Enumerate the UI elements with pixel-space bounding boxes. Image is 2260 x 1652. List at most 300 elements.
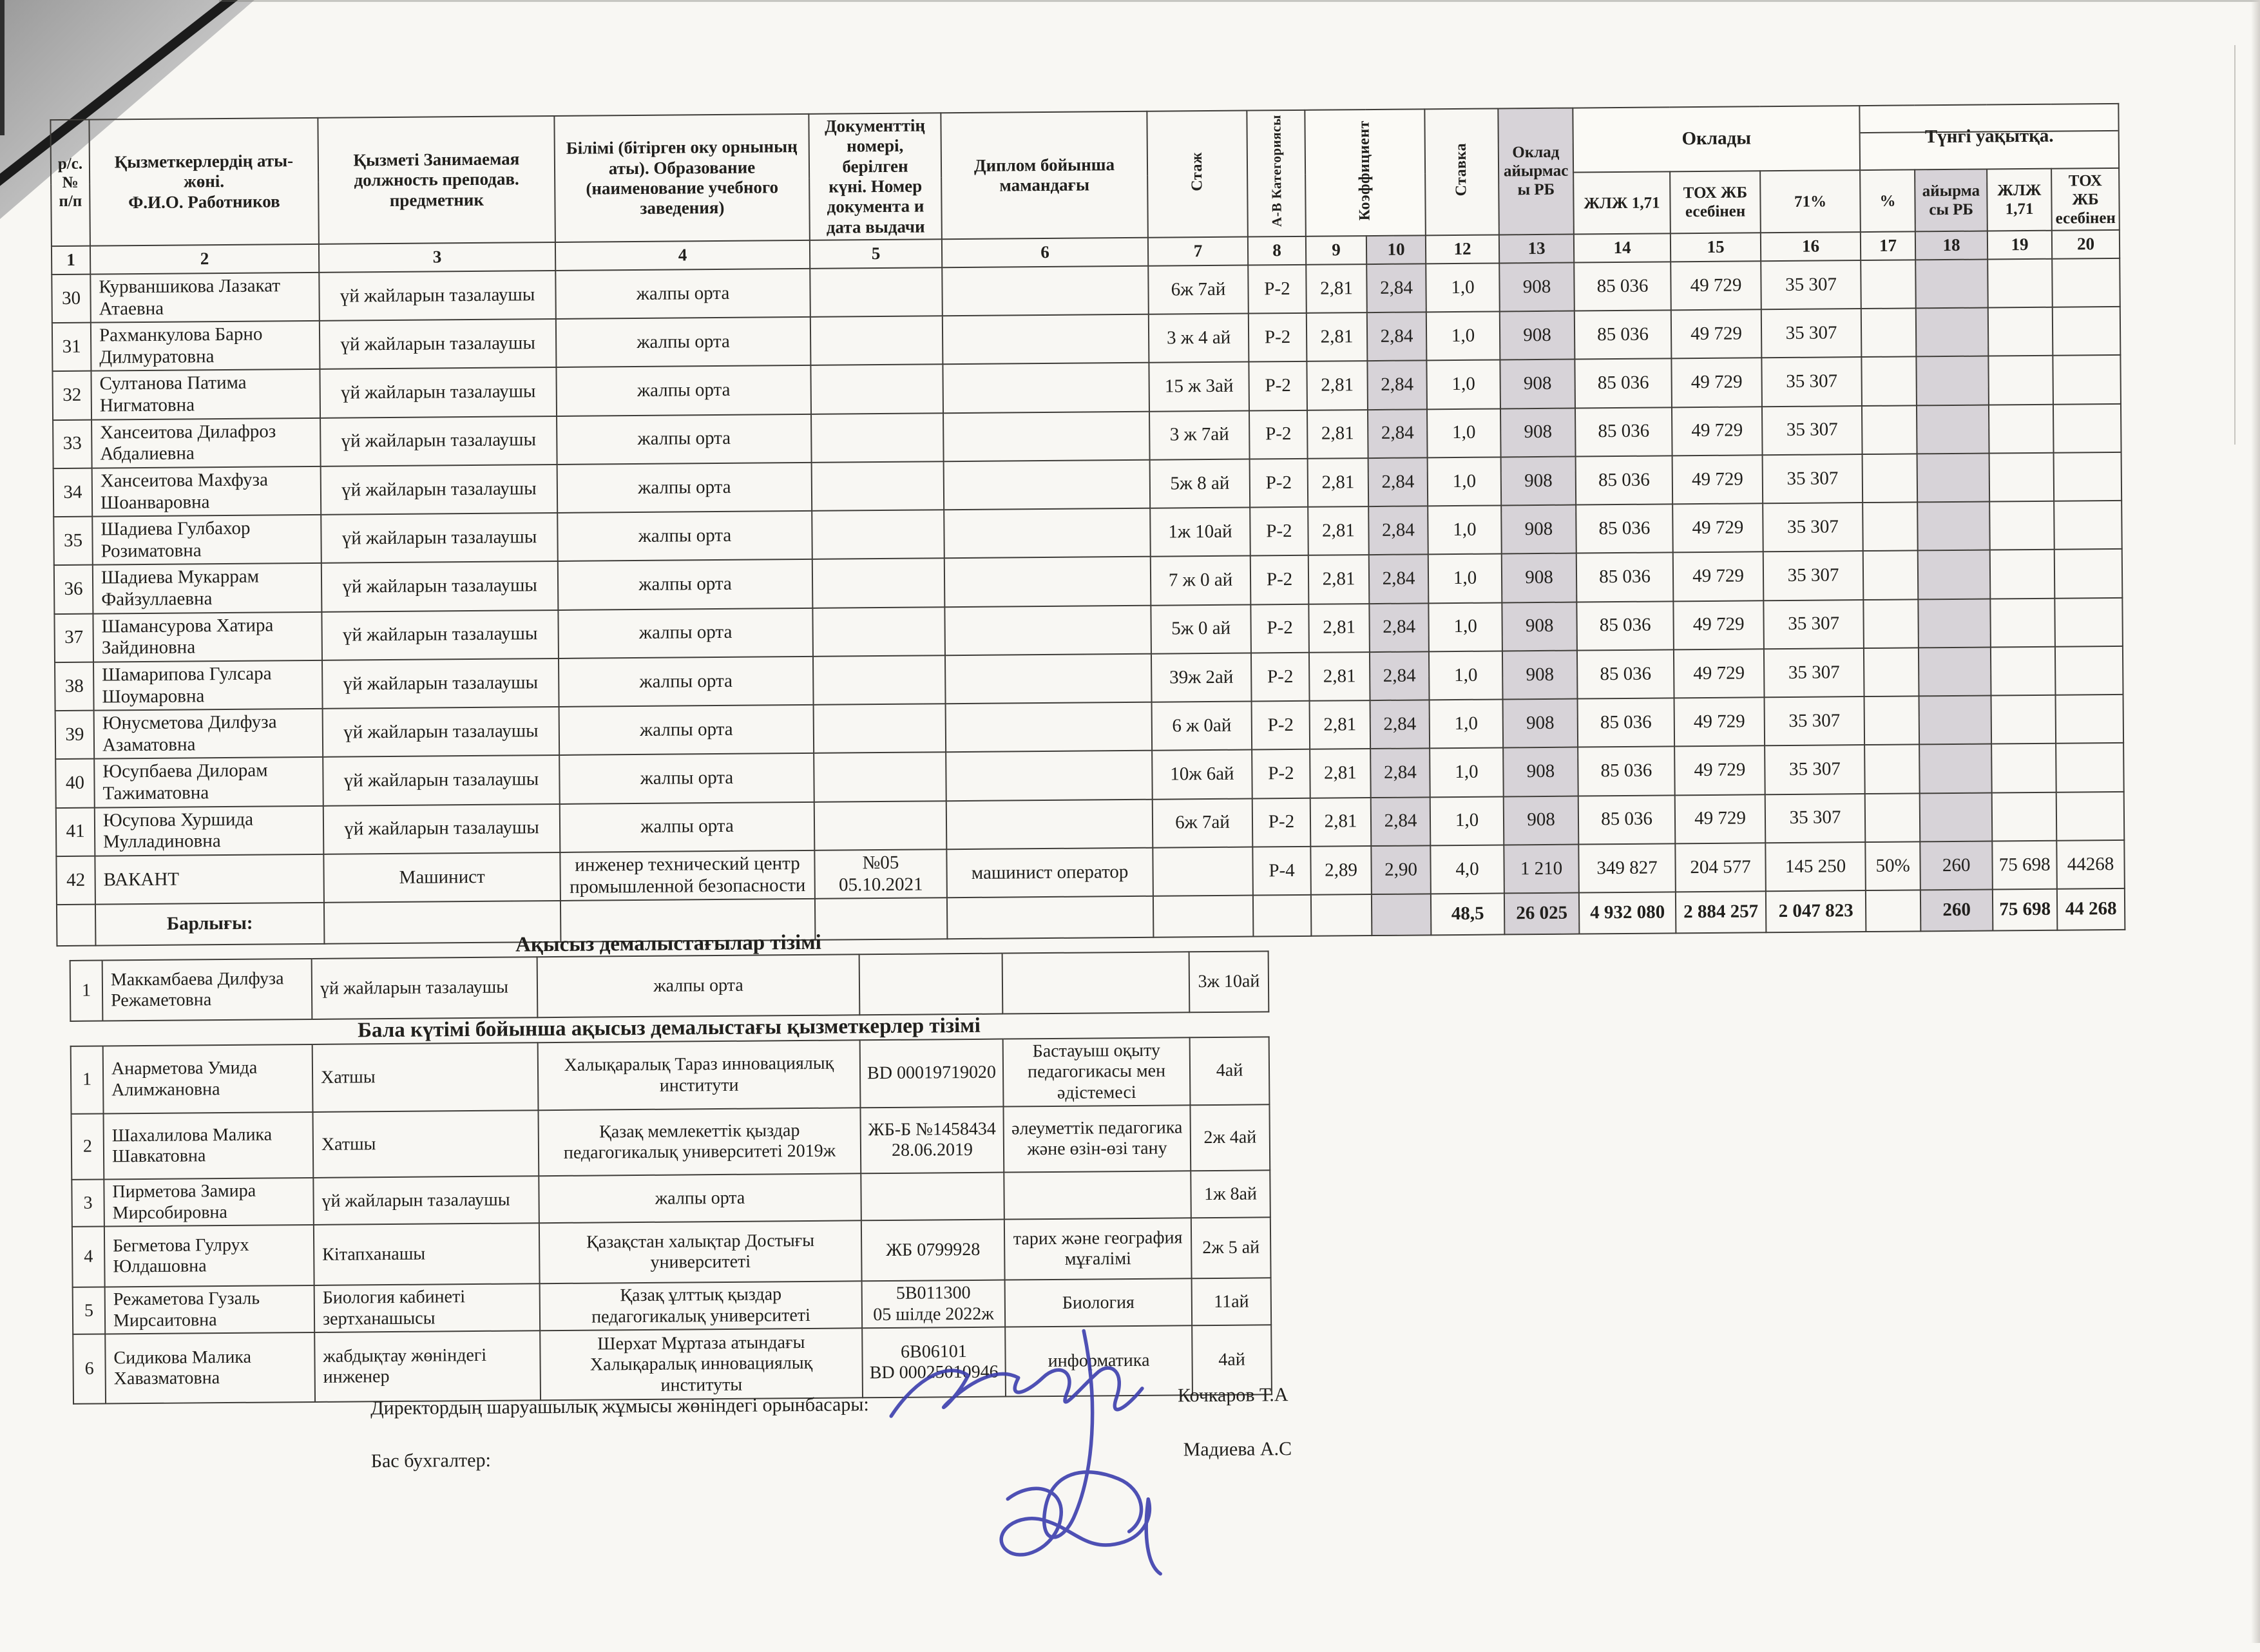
table-cell: ЖБ-Б №1458434 28.06.2019: [860, 1107, 1004, 1174]
sub-header-71: 71%: [1760, 171, 1861, 233]
table-cell: 85 036: [1576, 456, 1673, 504]
table-cell: жалпы орта: [560, 802, 815, 852]
table-cell: 35 307: [1763, 551, 1864, 600]
sub-header-jlj-night: ЖЛЖ 1,71: [1987, 169, 2052, 231]
table-cell: Р-2: [1252, 798, 1311, 847]
payroll-table-wrap: [50, 103, 2125, 946]
table-cell: [1863, 599, 1919, 648]
table-cell: Р-2: [1250, 459, 1308, 508]
table-cell: 6В06101 BD 00025010946: [862, 1327, 1006, 1398]
table-cell: [944, 557, 1151, 607]
table-cell: [1004, 1171, 1191, 1220]
table-cell: 14: [1574, 233, 1671, 262]
table-cell: [1864, 648, 1919, 696]
table-cell: 39: [55, 711, 95, 760]
table-cell: 39ж 2ай: [1151, 653, 1252, 702]
table-cell: 35 307: [1765, 745, 1865, 794]
table-cell: 1ж 10ай: [1150, 508, 1250, 557]
table-cell: [2054, 549, 2123, 598]
table-cell: [812, 559, 945, 608]
table-cell: 2,81: [1308, 506, 1369, 555]
signature-ink: [871, 1304, 1208, 1584]
table-cell: [1917, 502, 1990, 551]
table-cell: [2056, 743, 2124, 792]
table-cell: 2,81: [1307, 312, 1368, 361]
table-cell: [1866, 890, 1921, 932]
table-cell: [1916, 308, 1989, 357]
table-cell: 2ж 4ай: [1190, 1105, 1270, 1171]
table-cell: 49 729: [1674, 746, 1765, 795]
table-cell: жалпы орта: [557, 463, 812, 513]
table-cell: 49 729: [1673, 600, 1764, 649]
table-cell: жалпы орта: [559, 753, 814, 803]
table-cell: [1991, 647, 2056, 696]
table-cell: 75 698: [1992, 841, 2057, 890]
table-cell: үй жайларын тазалаушы: [320, 416, 557, 466]
sub-header-toh-night: ТОХ ЖБ есебінен: [2051, 168, 2120, 230]
table-cell: [1987, 259, 2053, 308]
table-cell: [1991, 695, 2056, 744]
table-cell: Р-2: [1249, 313, 1307, 362]
table-cell: 1,0: [1428, 602, 1502, 651]
table-cell: [2054, 452, 2122, 501]
deputy-director-name: Кочкаров Т.А: [1177, 1384, 1288, 1407]
table-cell: 12: [1426, 235, 1499, 264]
table-cell: ЖБ 0799928: [861, 1220, 1005, 1282]
unpaid-leave-title: Ақысыз демалыстағылар тізімі: [515, 930, 821, 957]
table-cell: 1,0: [1430, 748, 1504, 797]
table-cell: Шадиева Гулбахор Розиматовна: [92, 515, 321, 565]
table-cell: 85 036: [1576, 504, 1673, 553]
table-cell: 349 827: [1578, 843, 1676, 892]
table-cell: 41: [56, 807, 95, 856]
table-cell: 85 036: [1577, 649, 1674, 698]
table-cell: [1990, 550, 2055, 599]
table-cell: [946, 751, 1153, 801]
col-header-fio: Қызметкерлердің аты- жөні. Ф.И.О. Работников: [89, 118, 319, 246]
table-cell: 85 036: [1575, 359, 1672, 408]
unpaid-leave-rows: [70, 951, 1269, 1021]
table-cell: Қазақстан халықтар Достығы университеті: [539, 1221, 862, 1284]
table-cell: 2,81: [1309, 652, 1370, 701]
table-cell: [1918, 550, 1991, 599]
table-cell: [1862, 405, 1917, 454]
table-cell: жалпы орта: [557, 414, 812, 464]
deputy-director-label: Директордың шаруашылық жұмысы жөніндегі орынбасары:: [370, 1394, 869, 1419]
table-cell: Шахалилова Малика Шавкатовна: [104, 1112, 314, 1180]
table-cell: [2055, 646, 2123, 695]
table-cell: Бегметова Гулрух Юлдашовна: [104, 1225, 314, 1287]
table-cell: 35 307: [1765, 696, 1865, 745]
table-cell: 6 ж 0ай: [1152, 702, 1252, 751]
table-row: [70, 951, 1269, 1021]
table-cell: [1920, 792, 1993, 841]
group-header-night: Түнгі уақытқа.: [1859, 104, 2119, 171]
col-header-education: Білімі (бітірген оку орнының аты). Образование (наименование учебного заведения): [554, 114, 810, 242]
table-cell: 85 036: [1578, 795, 1676, 844]
table-cell: 2,84: [1368, 457, 1428, 506]
table-cell: тарих және география мұғалімі: [1004, 1218, 1192, 1280]
table-cell: 2: [72, 1114, 104, 1180]
table-cell: 908: [1501, 505, 1576, 554]
table-cell: 16: [1761, 232, 1861, 261]
table-cell: [944, 508, 1151, 559]
col-header-document: Документтің номері, берілген күні. Номер документа и дата выдачи: [809, 113, 942, 240]
table-cell: 3: [319, 242, 555, 273]
table-cell: [1917, 453, 1990, 502]
table-cell: Машинист: [323, 852, 560, 903]
table-cell: [1989, 501, 2054, 550]
table-cell: Барлығы:: [95, 903, 324, 946]
table-cell: 7 ж 0 ай: [1151, 556, 1251, 605]
table-cell: жалпы орта: [539, 1174, 861, 1224]
table-cell: 85 036: [1576, 601, 1674, 650]
table-cell: Р-2: [1250, 507, 1308, 556]
table-cell: 49 729: [1672, 503, 1763, 552]
table-cell: [2054, 598, 2123, 647]
table-cell: [1002, 952, 1190, 1013]
table-cell: 5ж 8 ай: [1150, 459, 1250, 508]
table-cell: Р-4: [1252, 847, 1311, 896]
table-cell: Анарметова Умида Алимжановна: [103, 1044, 313, 1114]
table-cell: 13: [1499, 234, 1574, 263]
table-cell: Биология кабинеті зертханашысы: [314, 1284, 541, 1333]
table-cell: 2,81: [1307, 410, 1368, 459]
table-cell: 908: [1500, 360, 1575, 408]
table-cell: үй жайларын тазалаушы: [322, 658, 559, 709]
table-cell: [1864, 696, 1920, 745]
table-cell: 35 307: [1765, 794, 1866, 843]
table-cell: 15 ж 3ай: [1149, 362, 1249, 411]
table-cell: №05 05.10.2021: [814, 849, 947, 899]
table-cell: [814, 704, 946, 753]
table-cell: 1ж 8ай: [1191, 1171, 1270, 1218]
unpaid-leave-table: [70, 950, 1270, 1022]
table-cell: 2,84: [1367, 361, 1427, 410]
table-cell: 2,81: [1308, 555, 1370, 604]
table-cell: 8: [1248, 236, 1306, 265]
table-cell: 2,84: [1371, 797, 1431, 846]
table-cell: Хансеитова Дилафроз Абдалиевна: [91, 418, 321, 468]
table-cell: 75 698: [1993, 889, 2057, 931]
table-cell: үй жайларын тазалаушы: [319, 271, 556, 321]
table-cell: [810, 365, 943, 414]
table-cell: Курваншикова Лазакат Атаевна: [90, 273, 320, 323]
table-cell: 49 729: [1673, 552, 1764, 601]
table-cell: 908: [1500, 408, 1576, 457]
table-cell: Р-2: [1250, 555, 1309, 604]
table-cell: 2,84: [1370, 749, 1430, 798]
table-cell: 36: [54, 565, 93, 614]
table-cell: 1,0: [1430, 796, 1504, 845]
table-cell: 35: [53, 517, 93, 566]
table-cell: 6: [73, 1334, 106, 1404]
table-cell: Кітапханашы: [314, 1224, 540, 1286]
table-cell: [1861, 260, 1916, 309]
table-cell: Шамансурова Хатира Зайдиновна: [93, 611, 322, 662]
payroll-table: [50, 103, 2125, 946]
table-cell: 42: [56, 856, 95, 905]
table-cell: жалпы орта: [555, 269, 810, 319]
table-cell: Режаметова Гузаль Мирсаитовна: [105, 1285, 315, 1334]
table-cell: [944, 460, 1151, 510]
category-rotated-label: А-В Категориясы: [1268, 115, 1285, 227]
table-cell: 1,0: [1429, 651, 1503, 700]
table-cell: машинист оператор: [946, 848, 1153, 898]
table-cell: [1863, 503, 1918, 552]
table-cell: 2,81: [1310, 749, 1371, 798]
childcare-leave-title: Бала күтімі бойынша ақысыз демалыстағы қызметкерлер тізімі: [357, 1013, 981, 1042]
table-cell: 2,84: [1366, 264, 1426, 312]
table-cell: 35 307: [1761, 309, 1862, 358]
table-cell: [943, 314, 1149, 365]
staj-rotated-label: Стаж: [1188, 152, 1205, 191]
table-cell: 1: [52, 246, 90, 274]
table-cell: 35 307: [1762, 406, 1863, 455]
table-cell: 1,0: [1430, 700, 1504, 749]
table-cell: 1,0: [1428, 506, 1502, 555]
table-cell: 48,5: [1431, 894, 1504, 936]
table-cell: [1863, 551, 1919, 600]
sub-header-jlj: ЖЛЖ 1,71: [1573, 172, 1671, 235]
table-cell: 34: [53, 468, 93, 517]
table-cell: 1,0: [1427, 408, 1501, 457]
table-cell: 2,84: [1367, 312, 1427, 361]
table-cell: [810, 267, 943, 317]
table-cell: 204 577: [1675, 843, 1766, 892]
table-cell: Биология: [1005, 1279, 1192, 1327]
table-cell: 5ж 0 ай: [1151, 604, 1251, 653]
table-cell: үй жайларын тазалаушы: [323, 804, 560, 854]
table-cell: 908: [1502, 553, 1577, 602]
table-cell: 49 729: [1671, 261, 1761, 310]
table-cell: 33: [53, 419, 92, 468]
table-cell: 9: [1306, 236, 1366, 265]
table-cell: 1,0: [1426, 263, 1500, 312]
table-cell: 5: [810, 239, 942, 269]
stavka-rotated-label: Ставка: [1452, 142, 1470, 197]
table-cell: 35 307: [1763, 454, 1863, 503]
group-header-oklady: Оклады: [1573, 106, 1860, 173]
table-cell: Хансеитова Махфуза Шоанваровна: [92, 466, 321, 517]
table-cell: Сидикова Малика Хавазматовна: [105, 1332, 315, 1404]
table-cell: 35 307: [1761, 357, 1862, 406]
table-cell: [810, 316, 943, 365]
table-cell: 2: [90, 244, 319, 274]
sub-header-pct: %: [1860, 170, 1915, 232]
table-cell: 49 729: [1672, 455, 1763, 504]
table-cell: [1989, 404, 2054, 453]
table-cell: [946, 799, 1153, 849]
table-cell: [1991, 744, 2056, 792]
table-cell: 85 036: [1575, 407, 1672, 456]
table-cell: үй жайларын тазалаушы: [313, 1177, 539, 1225]
table-cell: 49 729: [1672, 407, 1763, 456]
col-header-diploma: Диплом бойынша мамандағы: [941, 111, 1148, 239]
table-cell: 44 268: [2057, 888, 2125, 930]
table-cell: 908: [1500, 311, 1575, 360]
table-cell: [814, 753, 946, 802]
table-cell: 4 932 080: [1579, 892, 1676, 934]
table-cell: 49 729: [1671, 309, 1762, 358]
table-cell: 2,84: [1368, 409, 1428, 458]
table-cell: 18: [1915, 231, 1987, 260]
table-cell: 2,84: [1370, 700, 1430, 749]
table-cell: 908: [1502, 602, 1577, 651]
table-cell: 1,0: [1426, 312, 1500, 361]
table-cell: [945, 654, 1152, 704]
table-cell: 2,81: [1310, 798, 1372, 847]
table-cell: үй жайларын тазалаушы: [323, 755, 560, 805]
table-cell: жалпы орта: [556, 365, 811, 416]
chief-accountant-name: Мадиева А.С: [1183, 1438, 1292, 1461]
table-cell: 20: [2052, 230, 2120, 259]
table-cell: Р-2: [1252, 701, 1310, 750]
table-cell: [944, 605, 1151, 655]
table-cell: 1,0: [1428, 554, 1502, 603]
table-cell: 2,81: [1306, 264, 1367, 313]
col-header-coeff: [1305, 109, 1426, 236]
table-cell: 30: [52, 274, 91, 323]
table-cell: Шамарипова Гулсара Шоумаровна: [93, 660, 323, 711]
table-row: [71, 1037, 1270, 1114]
table-cell: 6: [942, 238, 1148, 268]
table-cell: информатика: [1005, 1326, 1192, 1397]
table-cell: [1990, 598, 2055, 647]
table-cell: [1919, 696, 1992, 745]
table-cell: 26 025: [1504, 893, 1579, 935]
table-cell: 10ж 6ай: [1152, 750, 1252, 799]
table-cell: Бастауыш оқыту педагогикасы мен әдістемесі: [1003, 1037, 1191, 1107]
table-cell: [2052, 258, 2120, 307]
table-cell: 85 036: [1575, 311, 1672, 360]
table-cell: 260: [1920, 841, 1993, 890]
table-cell: Хатшы: [313, 1111, 539, 1178]
table-cell: Юсупбаева Дилорам Тажиматовна: [94, 757, 323, 807]
table-cell: [2056, 792, 2125, 841]
table-cell: [1916, 356, 1989, 405]
table-cell: 3: [72, 1180, 104, 1227]
table-cell: [813, 655, 946, 705]
table-row: [72, 1218, 1271, 1288]
table-cell: 49 729: [1674, 649, 1765, 698]
table-cell: BD 00019719020: [860, 1039, 1004, 1108]
table-cell: үй жайларын тазалаушы: [320, 319, 557, 369]
table-cell: 35 307: [1764, 648, 1864, 697]
col-header-position: Қызметі Занимаемая должность преподав. предметник: [318, 116, 555, 244]
table-cell: Р-2: [1251, 653, 1310, 702]
table-cell: [861, 1173, 1004, 1221]
table-cell: үй жайларын тазалаушы: [321, 561, 559, 611]
table-cell: Маккамбаева Дилфуза Режаметовна: [102, 959, 312, 1021]
table-cell: [1988, 356, 2053, 405]
table-cell: 2,84: [1370, 651, 1430, 700]
table-cell: 4ай: [1192, 1325, 1272, 1396]
table-cell: Р-2: [1248, 265, 1307, 314]
col-header-oklad-rb: Оклад айырмас ы РБ: [1498, 108, 1574, 235]
table-cell: 15: [1671, 233, 1761, 262]
table-cell: 2,84: [1368, 506, 1428, 555]
table-cell: [1919, 647, 1991, 696]
table-cell: 1: [71, 1046, 104, 1115]
table-cell: 908: [1502, 650, 1578, 699]
table-cell: жалпы орта: [559, 705, 814, 755]
table-cell: [943, 363, 1149, 413]
table-cell: [943, 411, 1150, 461]
table-cell: [814, 801, 947, 850]
table-cell: [942, 266, 1149, 316]
table-cell: 2,81: [1310, 700, 1371, 749]
table-cell: [1918, 599, 1991, 648]
table-cell: 3 ж 4 ай: [1149, 314, 1249, 363]
table-cell: Қазақ ұлттық қыздар педагогикалық университеті: [540, 1282, 863, 1331]
table-cell: үй жайларын тазалаушы: [312, 957, 538, 1019]
table-cell: 1: [70, 961, 103, 1021]
table-cell: 2 047 823: [1766, 890, 1866, 932]
table-cell: 4: [555, 240, 810, 271]
table-cell: үй жайларын тазалаушы: [323, 707, 560, 757]
col-header-category: [1247, 110, 1306, 237]
table-cell: үй жайларын тазалаушы: [321, 610, 559, 660]
table-cell: [1915, 259, 1988, 308]
table-cell: 3ж 10ай: [1189, 951, 1269, 1012]
table-cell: 49 729: [1674, 697, 1765, 746]
table-cell: 35 307: [1763, 600, 1864, 649]
table-cell: 2,81: [1308, 458, 1369, 507]
table-cell: 1,0: [1428, 457, 1502, 506]
coeff-rotated-label: Коэффициент: [1355, 120, 1374, 221]
table-cell: үй жайларын тазалаушы: [320, 367, 557, 418]
col-header-staj: [1147, 111, 1248, 238]
table-cell: үй жайларын тазалаушы: [321, 465, 558, 515]
table-cell: 50%: [1865, 841, 1920, 890]
table-cell: Юнусметова Дилфуза Азаматовна: [94, 709, 323, 759]
col-header-num: р/с.№ п/п: [50, 120, 90, 246]
table-cell: Р-2: [1250, 604, 1309, 653]
table-cell: Шадиева Мукаррам Файзуллаевна: [93, 563, 322, 613]
table-cell: Р-2: [1252, 749, 1310, 798]
table-cell: жалпы орта: [558, 559, 813, 610]
table-cell: Пирметова Замира Мирсобировна: [104, 1178, 314, 1226]
payroll-table-header: [50, 104, 2120, 246]
payroll-rows: [52, 258, 2125, 905]
table-cell: 44268: [2056, 840, 2125, 889]
table-cell: [2054, 501, 2122, 550]
table-cell: 908: [1501, 456, 1576, 505]
table-cell: 4: [72, 1227, 105, 1287]
table-cell: инженер технический центр промышленной безопасности: [560, 850, 815, 901]
table-cell: Юсупова Хуршида Мулладиновна: [95, 805, 324, 856]
table-cell: 11ай: [1192, 1278, 1272, 1326]
table-cell: 35 307: [1763, 503, 1863, 552]
table-cell: 6ж 7ай: [1148, 265, 1249, 314]
unpaid-leave-table-wrap: [70, 950, 1270, 1022]
table-cell: 1,0: [1426, 360, 1500, 409]
table-cell: [1863, 454, 1918, 503]
table-cell: 6ж 7ай: [1153, 798, 1253, 847]
table-cell: жалпы орта: [558, 608, 813, 658]
table-cell: Шерхат Мұртаза атындағы Халықаралық инновациялық институты: [540, 1329, 863, 1401]
table-cell: 38: [55, 662, 94, 711]
table-cell: [1372, 894, 1432, 936]
table-cell: 32: [52, 371, 91, 420]
table-cell: 4,0: [1430, 845, 1504, 894]
table-cell: 37: [54, 613, 93, 662]
table-cell: әлеуметтік педагогика және өзін-өзі тану: [1003, 1106, 1191, 1173]
table-cell: 145 250: [1765, 842, 1866, 891]
table-cell: 260: [1920, 890, 1993, 932]
table-cell: Султанова Патима Нигматовна: [91, 369, 320, 419]
